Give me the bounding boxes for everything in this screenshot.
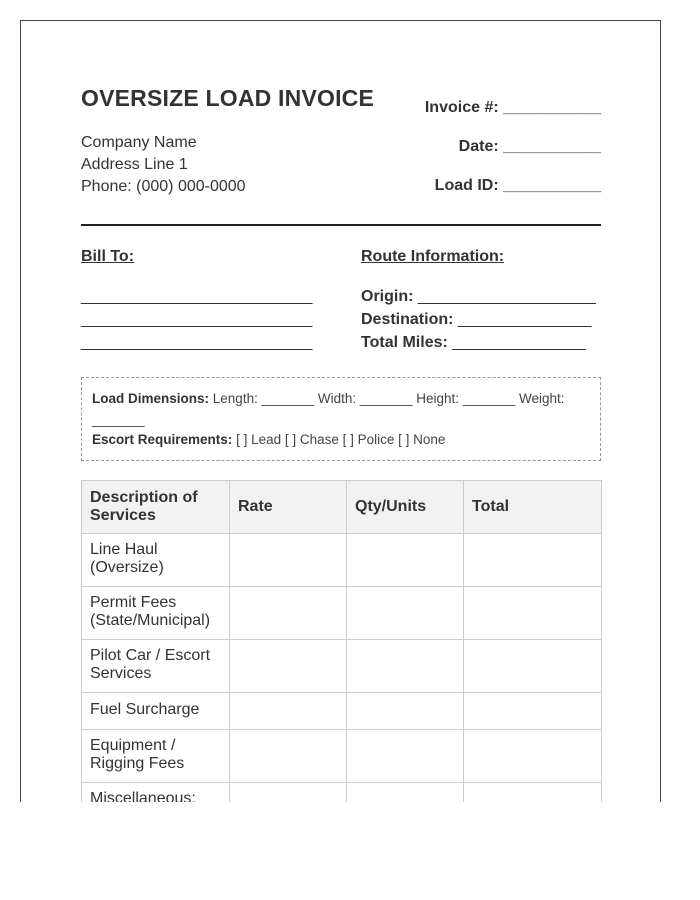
qty-cell[interactable] bbox=[347, 534, 464, 587]
total-cell[interactable] bbox=[464, 587, 602, 640]
destination-label: Destination: bbox=[361, 311, 454, 328]
column-header-total: Total bbox=[464, 481, 602, 534]
invoice-number-field[interactable]: Invoice #: ___________ bbox=[424, 99, 601, 116]
destination-field[interactable] bbox=[361, 308, 596, 331]
load-dimensions[interactable] bbox=[92, 389, 590, 430]
bill-to-line-1[interactable]: __________________________ bbox=[81, 288, 313, 305]
qty-cell[interactable] bbox=[347, 783, 464, 803]
total-cell[interactable] bbox=[464, 693, 602, 730]
route-info bbox=[361, 285, 596, 354]
route-info-heading: Route Information: bbox=[361, 248, 505, 265]
service-description: Fuel Surcharge bbox=[82, 693, 230, 730]
escort-requirements-label: Escort Requirements: bbox=[92, 432, 233, 447]
header-divider bbox=[81, 224, 601, 226]
total-miles-field[interactable] bbox=[361, 331, 596, 354]
total-cell[interactable] bbox=[464, 640, 602, 693]
service-description: Pilot Car / Escort Services bbox=[82, 640, 230, 693]
column-header-description: Description of Services bbox=[82, 481, 230, 534]
service-description: Miscellaneous: bbox=[82, 783, 230, 803]
qty-cell[interactable] bbox=[347, 693, 464, 730]
table-row bbox=[82, 587, 602, 640]
rate-cell[interactable] bbox=[230, 783, 347, 803]
invoice-date-field[interactable]: Date: ___________ bbox=[458, 138, 601, 155]
rate-cell[interactable] bbox=[230, 587, 347, 640]
origin-field[interactable] bbox=[361, 285, 596, 308]
rate-cell[interactable] bbox=[230, 693, 347, 730]
table-row bbox=[82, 534, 602, 587]
total-miles-blank: _______________ bbox=[452, 334, 586, 351]
escort-requirements[interactable] bbox=[92, 430, 590, 451]
load-dimensions-text: Length: _______ Width: _______ Height: _______ Weight: _______ bbox=[92, 391, 565, 427]
total-miles-label: Total Miles: bbox=[361, 334, 448, 351]
table-row bbox=[82, 730, 602, 783]
origin-label: Origin: bbox=[361, 288, 414, 305]
table-header-row bbox=[82, 481, 602, 534]
total-cell[interactable] bbox=[464, 534, 602, 587]
origin-blank: ____________________ bbox=[417, 288, 596, 305]
rate-cell[interactable] bbox=[230, 640, 347, 693]
rate-cell[interactable] bbox=[230, 730, 347, 783]
company-name: Company Name bbox=[81, 134, 197, 151]
load-dimensions-label: Load Dimensions: bbox=[92, 391, 210, 406]
destination-blank: _______________ bbox=[457, 311, 592, 328]
qty-cell[interactable] bbox=[347, 640, 464, 693]
qty-cell[interactable] bbox=[347, 730, 464, 783]
service-description: Line Haul (Oversize) bbox=[82, 534, 230, 587]
bill-to-line-3[interactable]: __________________________ bbox=[81, 334, 313, 351]
qty-cell[interactable] bbox=[347, 587, 464, 640]
total-cell[interactable] bbox=[464, 730, 602, 783]
column-header-rate: Rate bbox=[230, 481, 347, 534]
table-row bbox=[82, 640, 602, 693]
escort-requirements-options: [ ] Lead [ ] Chase [ ] Police [ ] None bbox=[236, 432, 446, 447]
bill-to-lines bbox=[81, 285, 312, 354]
table-row bbox=[82, 693, 602, 730]
invoice-page bbox=[20, 20, 661, 802]
rate-cell[interactable] bbox=[230, 534, 347, 587]
table-row bbox=[82, 783, 602, 803]
invoice-title: OVERSIZE LOAD INVOICE bbox=[81, 85, 375, 111]
load-id-field[interactable]: Load ID: ___________ bbox=[434, 177, 601, 194]
company-address: Address Line 1 bbox=[81, 156, 188, 173]
column-header-qty: Qty/Units bbox=[347, 481, 464, 534]
company-info bbox=[81, 132, 246, 198]
service-description: Equipment / Rigging Fees bbox=[82, 730, 230, 783]
load-details-box bbox=[81, 377, 601, 461]
company-phone: Phone: (000) 000-0000 bbox=[81, 178, 246, 195]
invoice-meta bbox=[341, 99, 601, 216]
bill-to-heading: Bill To: bbox=[81, 248, 135, 265]
services-table bbox=[81, 480, 602, 802]
total-cell[interactable] bbox=[464, 783, 602, 803]
service-description: Permit Fees (State/Municipal) bbox=[82, 587, 230, 640]
bill-to-line-2[interactable]: __________________________ bbox=[81, 311, 313, 328]
